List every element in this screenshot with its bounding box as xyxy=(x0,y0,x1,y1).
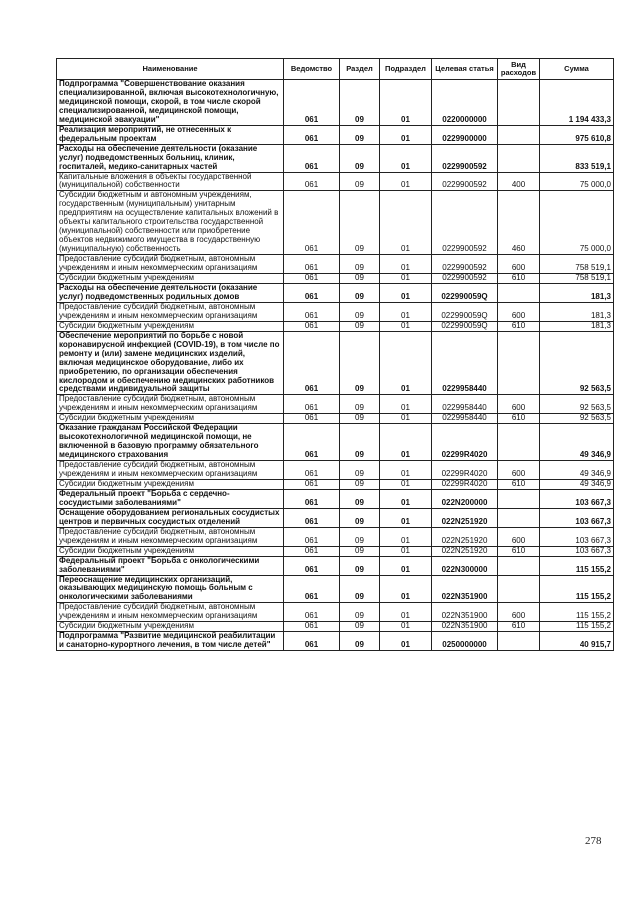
cell-name: Предоставление субсидий бюджетным, автономным учреждениям и иным некоммерческим организациям xyxy=(57,603,284,622)
table-row xyxy=(57,461,614,480)
cell-target-article: 02299R4020 xyxy=(432,461,498,480)
cell-subsection: 01 xyxy=(380,622,432,632)
cell-name: Расходы на обеспечение деятельности (оказание услуг) подведомственных родильных домов xyxy=(57,283,284,302)
cell-amount: 975 610,8 xyxy=(540,125,614,144)
table-row xyxy=(57,556,614,575)
cell-target-article: 0229958440 xyxy=(432,395,498,414)
cell-amount: 115 155,2 xyxy=(540,575,614,603)
cell-name: Субсидии бюджетным учреждениям xyxy=(57,321,284,331)
cell-department: 061 xyxy=(284,575,340,603)
cell-department: 061 xyxy=(284,283,340,302)
cell-name: Капитальные вложения в объекты государственной (муниципальной) собственности xyxy=(57,172,284,191)
cell-expense-type: 400 xyxy=(498,172,540,191)
cell-department: 061 xyxy=(284,556,340,575)
cell-expense-type xyxy=(498,489,540,508)
cell-department: 061 xyxy=(284,302,340,321)
cell-amount: 49 346,9 xyxy=(540,479,614,489)
cell-target-article: 0229958440 xyxy=(432,331,498,395)
cell-expense-type: 610 xyxy=(498,321,540,331)
cell-expense-type xyxy=(498,283,540,302)
cell-name: Федеральный проект "Борьба с онкологическими заболеваниями" xyxy=(57,556,284,575)
cell-section: 09 xyxy=(340,283,380,302)
cell-name: Федеральный проект "Борьба с сердечно-сосудистыми заболеваниями" xyxy=(57,489,284,508)
cell-expense-type: 610 xyxy=(498,414,540,424)
cell-section: 09 xyxy=(340,508,380,527)
cell-amount: 181,3 xyxy=(540,283,614,302)
cell-name: Подпрограмма "Совершенствование оказания специализированной, включая высокотехнологичную, медицинской помощи, скорой, в том числе скорой специализированной, медицинской помощи, медицинской эвакуации" xyxy=(57,80,284,126)
table-row xyxy=(57,395,614,414)
cell-name: Субсидии бюджетным учреждениям xyxy=(57,546,284,556)
table-row xyxy=(57,331,614,395)
cell-expense-type: 600 xyxy=(498,603,540,622)
cell-name: Субсидии бюджетным учреждениям xyxy=(57,479,284,489)
cell-target-article: 0229900000 xyxy=(432,125,498,144)
cell-name: Оказание гражданам Российской Федерации высокотехнологичной медицинской помощи, не включенной в базовую программу обязательного медицинского страхования xyxy=(57,424,284,461)
cell-amount: 92 563,5 xyxy=(540,414,614,424)
table-row xyxy=(57,80,614,126)
cell-target-article: 02299R4020 xyxy=(432,424,498,461)
cell-target-article: 022N300000 xyxy=(432,556,498,575)
cell-section: 09 xyxy=(340,395,380,414)
cell-section: 09 xyxy=(340,603,380,622)
cell-amount: 49 346,9 xyxy=(540,461,614,480)
cell-department: 061 xyxy=(284,479,340,489)
cell-subsection: 01 xyxy=(380,172,432,191)
cell-subsection: 01 xyxy=(380,331,432,395)
cell-expense-type: 460 xyxy=(498,191,540,255)
cell-target-article: 0229900592 xyxy=(432,172,498,191)
table-row xyxy=(57,414,614,424)
column-header-subsection: Подраздел xyxy=(380,59,432,80)
cell-name: Предоставление субсидий бюджетным, автономным учреждениям и иным некоммерческим организациям xyxy=(57,527,284,546)
cell-subsection: 01 xyxy=(380,191,432,255)
cell-expense-type xyxy=(498,125,540,144)
cell-expense-type: 600 xyxy=(498,395,540,414)
cell-subsection: 01 xyxy=(380,527,432,546)
cell-name: Субсидии бюджетным учреждениям xyxy=(57,414,284,424)
cell-section: 09 xyxy=(340,414,380,424)
cell-name: Переоснащение медицинских организаций, оказывающих медицинскую помощь больным с онкологическими заболеваниями xyxy=(57,575,284,603)
cell-subsection: 01 xyxy=(380,255,432,274)
cell-name: Реализация мероприятий, не отнесенных к федеральным проектам xyxy=(57,125,284,144)
cell-expense-type: 600 xyxy=(498,255,540,274)
cell-amount: 75 000,0 xyxy=(540,191,614,255)
cell-subsection: 01 xyxy=(380,424,432,461)
cell-target-article: 022N251920 xyxy=(432,527,498,546)
column-header-name: Наименование xyxy=(57,59,284,80)
cell-subsection: 01 xyxy=(380,414,432,424)
cell-amount: 181,3 xyxy=(540,302,614,321)
cell-target-article: 022N200000 xyxy=(432,489,498,508)
cell-subsection: 01 xyxy=(380,556,432,575)
cell-subsection: 01 xyxy=(380,508,432,527)
cell-section: 09 xyxy=(340,255,380,274)
cell-subsection: 01 xyxy=(380,80,432,126)
cell-section: 09 xyxy=(340,172,380,191)
cell-expense-type: 610 xyxy=(498,274,540,284)
cell-department: 061 xyxy=(284,622,340,632)
cell-section: 09 xyxy=(340,191,380,255)
cell-expense-type xyxy=(498,632,540,651)
cell-target-article: 02299R4020 xyxy=(432,479,498,489)
cell-amount: 758 519,1 xyxy=(540,255,614,274)
cell-department: 061 xyxy=(284,125,340,144)
cell-expense-type xyxy=(498,508,540,527)
cell-target-article: 0229900592 xyxy=(432,191,498,255)
table-body xyxy=(57,80,614,651)
cell-subsection: 01 xyxy=(380,125,432,144)
cell-name: Обеспечение мероприятий по борьбе с новой коронавирусной инфекцией (COVID-19), в том числе по ремонту и (или) замене медицинских изделий, включая медицинское оборудование, либо их приобретению, по организации обеспечения кислородом и обеспечению медицинских работников средствами индивидуальной защиты xyxy=(57,331,284,395)
cell-section: 09 xyxy=(340,125,380,144)
column-header-target-article: Целевая статья xyxy=(432,59,498,80)
table-row xyxy=(57,424,614,461)
cell-amount: 103 667,3 xyxy=(540,527,614,546)
cell-target-article: 0250000000 xyxy=(432,632,498,651)
cell-target-article: 022N351900 xyxy=(432,622,498,632)
cell-department: 061 xyxy=(284,414,340,424)
cell-section: 09 xyxy=(340,274,380,284)
cell-department: 061 xyxy=(284,144,340,172)
cell-section: 09 xyxy=(340,80,380,126)
cell-amount: 1 194 433,3 xyxy=(540,80,614,126)
cell-target-article: 022N351900 xyxy=(432,603,498,622)
cell-department: 061 xyxy=(284,321,340,331)
cell-target-article: 0229958440 xyxy=(432,414,498,424)
cell-section: 09 xyxy=(340,575,380,603)
cell-expense-type xyxy=(498,331,540,395)
table-row xyxy=(57,622,614,632)
table-row xyxy=(57,321,614,331)
cell-target-article: 022N351900 xyxy=(432,575,498,603)
cell-department: 061 xyxy=(284,546,340,556)
cell-amount: 75 000,0 xyxy=(540,172,614,191)
cell-subsection: 01 xyxy=(380,461,432,480)
cell-section: 09 xyxy=(340,479,380,489)
cell-department: 061 xyxy=(284,255,340,274)
budget-table xyxy=(56,58,614,651)
cell-section: 09 xyxy=(340,632,380,651)
cell-department: 061 xyxy=(284,632,340,651)
table-row xyxy=(57,546,614,556)
cell-section: 09 xyxy=(340,321,380,331)
cell-amount: 833 519,1 xyxy=(540,144,614,172)
cell-target-article: 022990059Q xyxy=(432,283,498,302)
cell-subsection: 01 xyxy=(380,632,432,651)
cell-amount: 115 155,2 xyxy=(540,603,614,622)
column-header-section: Раздел xyxy=(340,59,380,80)
cell-expense-type xyxy=(498,575,540,603)
cell-department: 061 xyxy=(284,527,340,546)
cell-name: Предоставление субсидий бюджетным, автономным учреждениям и иным некоммерческим организациям xyxy=(57,461,284,480)
cell-amount: 49 346,9 xyxy=(540,424,614,461)
column-header-amount: Сумма xyxy=(540,59,614,80)
cell-amount: 758 519,1 xyxy=(540,274,614,284)
cell-target-article: 0220000000 xyxy=(432,80,498,126)
cell-department: 061 xyxy=(284,489,340,508)
cell-department: 061 xyxy=(284,80,340,126)
cell-name: Расходы на обеспечение деятельности (оказание услуг) подведомственных больниц, клиник, госпиталей, медико-санитарных частей xyxy=(57,144,284,172)
cell-section: 09 xyxy=(340,527,380,546)
cell-name: Субсидии бюджетным и автономным учреждениям, государственным (муниципальным) унитарным предприятиям на осуществление капитальных вложений в объекты капитального строительства государственной (муниципальной) собственности или приобретение объектов недвижимого имущества в государственную (муниципальную) собственность xyxy=(57,191,284,255)
cell-name: Предоставление субсидий бюджетным, автономным учреждениям и иным некоммерческим организациям xyxy=(57,302,284,321)
budget-table-sheet xyxy=(56,58,613,651)
table-row xyxy=(57,603,614,622)
cell-subsection: 01 xyxy=(380,479,432,489)
cell-name: Оснащение оборудованием региональных сосудистых центров и первичных сосудистых отделений xyxy=(57,508,284,527)
cell-expense-type: 610 xyxy=(498,622,540,632)
cell-expense-type xyxy=(498,144,540,172)
table-row xyxy=(57,172,614,191)
cell-expense-type: 600 xyxy=(498,302,540,321)
table-row xyxy=(57,302,614,321)
table-row xyxy=(57,191,614,255)
cell-target-article: 0229900592 xyxy=(432,274,498,284)
table-row xyxy=(57,274,614,284)
cell-department: 061 xyxy=(284,172,340,191)
cell-name: Субсидии бюджетным учреждениям xyxy=(57,622,284,632)
table-row xyxy=(57,508,614,527)
cell-department: 061 xyxy=(284,603,340,622)
cell-expense-type xyxy=(498,80,540,126)
cell-department: 061 xyxy=(284,461,340,480)
cell-target-article: 0229900592 xyxy=(432,255,498,274)
cell-amount: 103 667,3 xyxy=(540,546,614,556)
cell-subsection: 01 xyxy=(380,283,432,302)
column-header-expense-type: Вид расходов xyxy=(498,59,540,80)
table-header-row xyxy=(57,59,614,80)
table-row xyxy=(57,575,614,603)
table-row xyxy=(57,527,614,546)
column-header-department: Ведомство xyxy=(284,59,340,80)
cell-subsection: 01 xyxy=(380,144,432,172)
cell-department: 061 xyxy=(284,191,340,255)
cell-target-article: 022N251920 xyxy=(432,508,498,527)
page-number: 278 xyxy=(585,835,602,847)
cell-subsection: 01 xyxy=(380,321,432,331)
table-row xyxy=(57,125,614,144)
cell-subsection: 01 xyxy=(380,546,432,556)
cell-expense-type: 600 xyxy=(498,527,540,546)
cell-target-article: 022990059Q xyxy=(432,302,498,321)
cell-amount: 115 155,2 xyxy=(540,556,614,575)
cell-amount: 115 155,2 xyxy=(540,622,614,632)
cell-department: 061 xyxy=(284,274,340,284)
cell-name: Субсидии бюджетным учреждениям xyxy=(57,274,284,284)
cell-amount: 92 563,5 xyxy=(540,395,614,414)
cell-expense-type xyxy=(498,424,540,461)
cell-department: 061 xyxy=(284,331,340,395)
cell-expense-type: 600 xyxy=(498,461,540,480)
table-row xyxy=(57,144,614,172)
cell-section: 09 xyxy=(340,144,380,172)
cell-target-article: 0229900592 xyxy=(432,144,498,172)
cell-name: Подпрограмма "Развитие медицинской реабилитации и санаторно-курортного лечения, в том числе детей" xyxy=(57,632,284,651)
cell-section: 09 xyxy=(340,489,380,508)
table-row xyxy=(57,283,614,302)
cell-target-article: 022N251920 xyxy=(432,546,498,556)
cell-section: 09 xyxy=(340,331,380,395)
cell-department: 061 xyxy=(284,508,340,527)
cell-name: Предоставление субсидий бюджетным, автономным учреждениям и иным некоммерческим организациям xyxy=(57,395,284,414)
cell-target-article: 022990059Q xyxy=(432,321,498,331)
cell-section: 09 xyxy=(340,622,380,632)
cell-expense-type xyxy=(498,556,540,575)
cell-expense-type: 610 xyxy=(498,479,540,489)
cell-subsection: 01 xyxy=(380,603,432,622)
cell-subsection: 01 xyxy=(380,274,432,284)
cell-section: 09 xyxy=(340,546,380,556)
cell-department: 061 xyxy=(284,424,340,461)
table-row xyxy=(57,255,614,274)
cell-amount: 181,3 xyxy=(540,321,614,331)
cell-section: 09 xyxy=(340,461,380,480)
cell-department: 061 xyxy=(284,395,340,414)
cell-subsection: 01 xyxy=(380,575,432,603)
cell-section: 09 xyxy=(340,302,380,321)
cell-subsection: 01 xyxy=(380,489,432,508)
cell-expense-type: 610 xyxy=(498,546,540,556)
cell-section: 09 xyxy=(340,556,380,575)
table-row xyxy=(57,632,614,651)
cell-amount: 92 563,5 xyxy=(540,331,614,395)
cell-name: Предоставление субсидий бюджетным, автономным учреждениям и иным некоммерческим организациям xyxy=(57,255,284,274)
cell-subsection: 01 xyxy=(380,302,432,321)
cell-subsection: 01 xyxy=(380,395,432,414)
table-row xyxy=(57,489,614,508)
cell-amount: 40 915,7 xyxy=(540,632,614,651)
table-row xyxy=(57,479,614,489)
cell-amount: 103 667,3 xyxy=(540,489,614,508)
cell-amount: 103 667,3 xyxy=(540,508,614,527)
cell-section: 09 xyxy=(340,424,380,461)
